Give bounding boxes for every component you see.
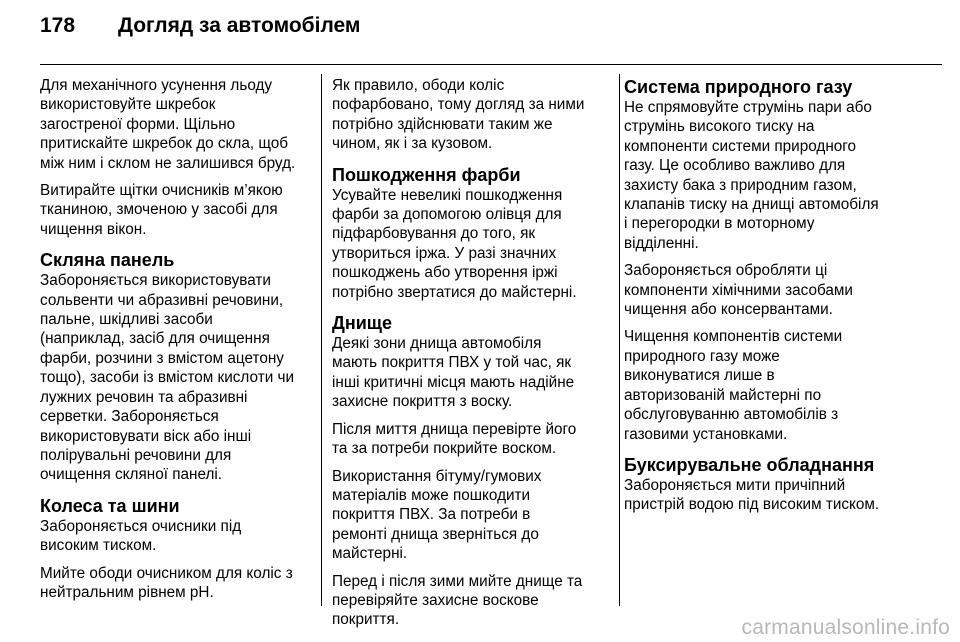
column-divider	[619, 74, 620, 606]
wheels-tyres-heading: Колеса та шини	[40, 495, 180, 516]
watermark: carmanualsonline.info	[741, 616, 950, 639]
natural-gas-chemicals-paragraph: Забороняється обробляти ці компоненти хімічними засобами чищення або консервантами.	[624, 262, 853, 319]
column-right	[624, 76, 914, 523]
page-header	[40, 14, 360, 50]
page-number: 178	[40, 14, 76, 37]
glass-panel-heading: Скляна панель	[40, 250, 175, 271]
natural-gas-workshop-paragraph: Чищення компонентів системи природного газу може виконуватися лише в авторизованій майстерні по обслуговуванню автомобілів з газовими установками.	[624, 328, 843, 443]
glass-panel-paragraph: Забороняється використовувати сольвенти чи абразивні речовини, пальне, шкідливі засоби (наприклад, засіб для очищення фарби, розчини з вмістом ацетону тощо), засоби із вмістом кислоти чи лужних речовин та абразивні серветки. Забороняється використовувати віск або інші полірувальні речовини для очищення скляної панелі.	[40, 272, 295, 484]
column-left	[40, 76, 312, 610]
paint-damage-paragraph: Усувайте невеликі пошкодження фарби за допомогою олівця для підфарбовування до того, як утвориться іржа. У разі значних пошкоджень або утворення іржі потрібно звертатися до майстерні.	[332, 186, 577, 301]
ice-scraper-paragraph: Для механічного усунення льоду використовуйте шкребок загостреної форми. Щільно притискайте шкребок до скла, щоб між ним і склом не залишився бруд.	[40, 77, 296, 172]
underbody-wash-paragraph: Після миття днища перевірте його та за потреби покрийте воском.	[332, 420, 577, 458]
wiper-blades-paragraph: Витирайте щітки очисників м’якою тканиною, змоченою у засобі для чищення вікон.	[40, 182, 283, 238]
header-rule	[40, 64, 942, 65]
wheels-cleaner-paragraph: Мийте ободи очисником для коліс з нейтральним рівнем pH.	[40, 564, 293, 601]
rims-paragraph: Як правило, ободи коліс пофарбовано, тому догляд за ними потрібно здійснювати таким же чином, як і за кузовом.	[332, 77, 585, 153]
chapter-title: Догляд за автомобілем	[118, 14, 361, 37]
underbody-heading: Днище	[332, 313, 392, 334]
column-middle	[332, 76, 610, 638]
natural-gas-heading: Система природного газу	[624, 77, 853, 97]
natural-gas-steam-paragraph: Не спрямовуйте струмінь пари або струмінь високого тиску на компоненти системи природного газу. Це особливо важливо для захисту бака з природним газом, клапанів тиску на днищі автомобіля і перегородки в моторному відділенні.	[624, 99, 879, 252]
wheels-pressure-paragraph: Забороняється очисники під високим тиском.	[40, 517, 242, 555]
towing-equipment-paragraph: Забороняється мити причіпний пристрій водою під високим тиском.	[624, 476, 880, 514]
towing-equipment-heading: Буксирувальне обладнання	[624, 454, 875, 475]
underbody-bitumen-paragraph: Використання бітуму/гумових матеріалів може пошкодити покриття ПВХ. За потреби в ремонті днища зверніться до майстерні.	[332, 467, 542, 563]
underbody-coating-paragraph: Деякі зони днища автомобіля мають покриття ПВХ у той час, як інші критичні місця мають надійне захисне покриття з воску.	[332, 335, 575, 411]
paint-damage-heading: Пошкодження фарби	[332, 164, 521, 185]
underbody-winter-paragraph: Перед і після зими мийте днище та перевіряйте захисне воскове покриття.	[332, 572, 583, 629]
column-divider	[321, 74, 322, 606]
